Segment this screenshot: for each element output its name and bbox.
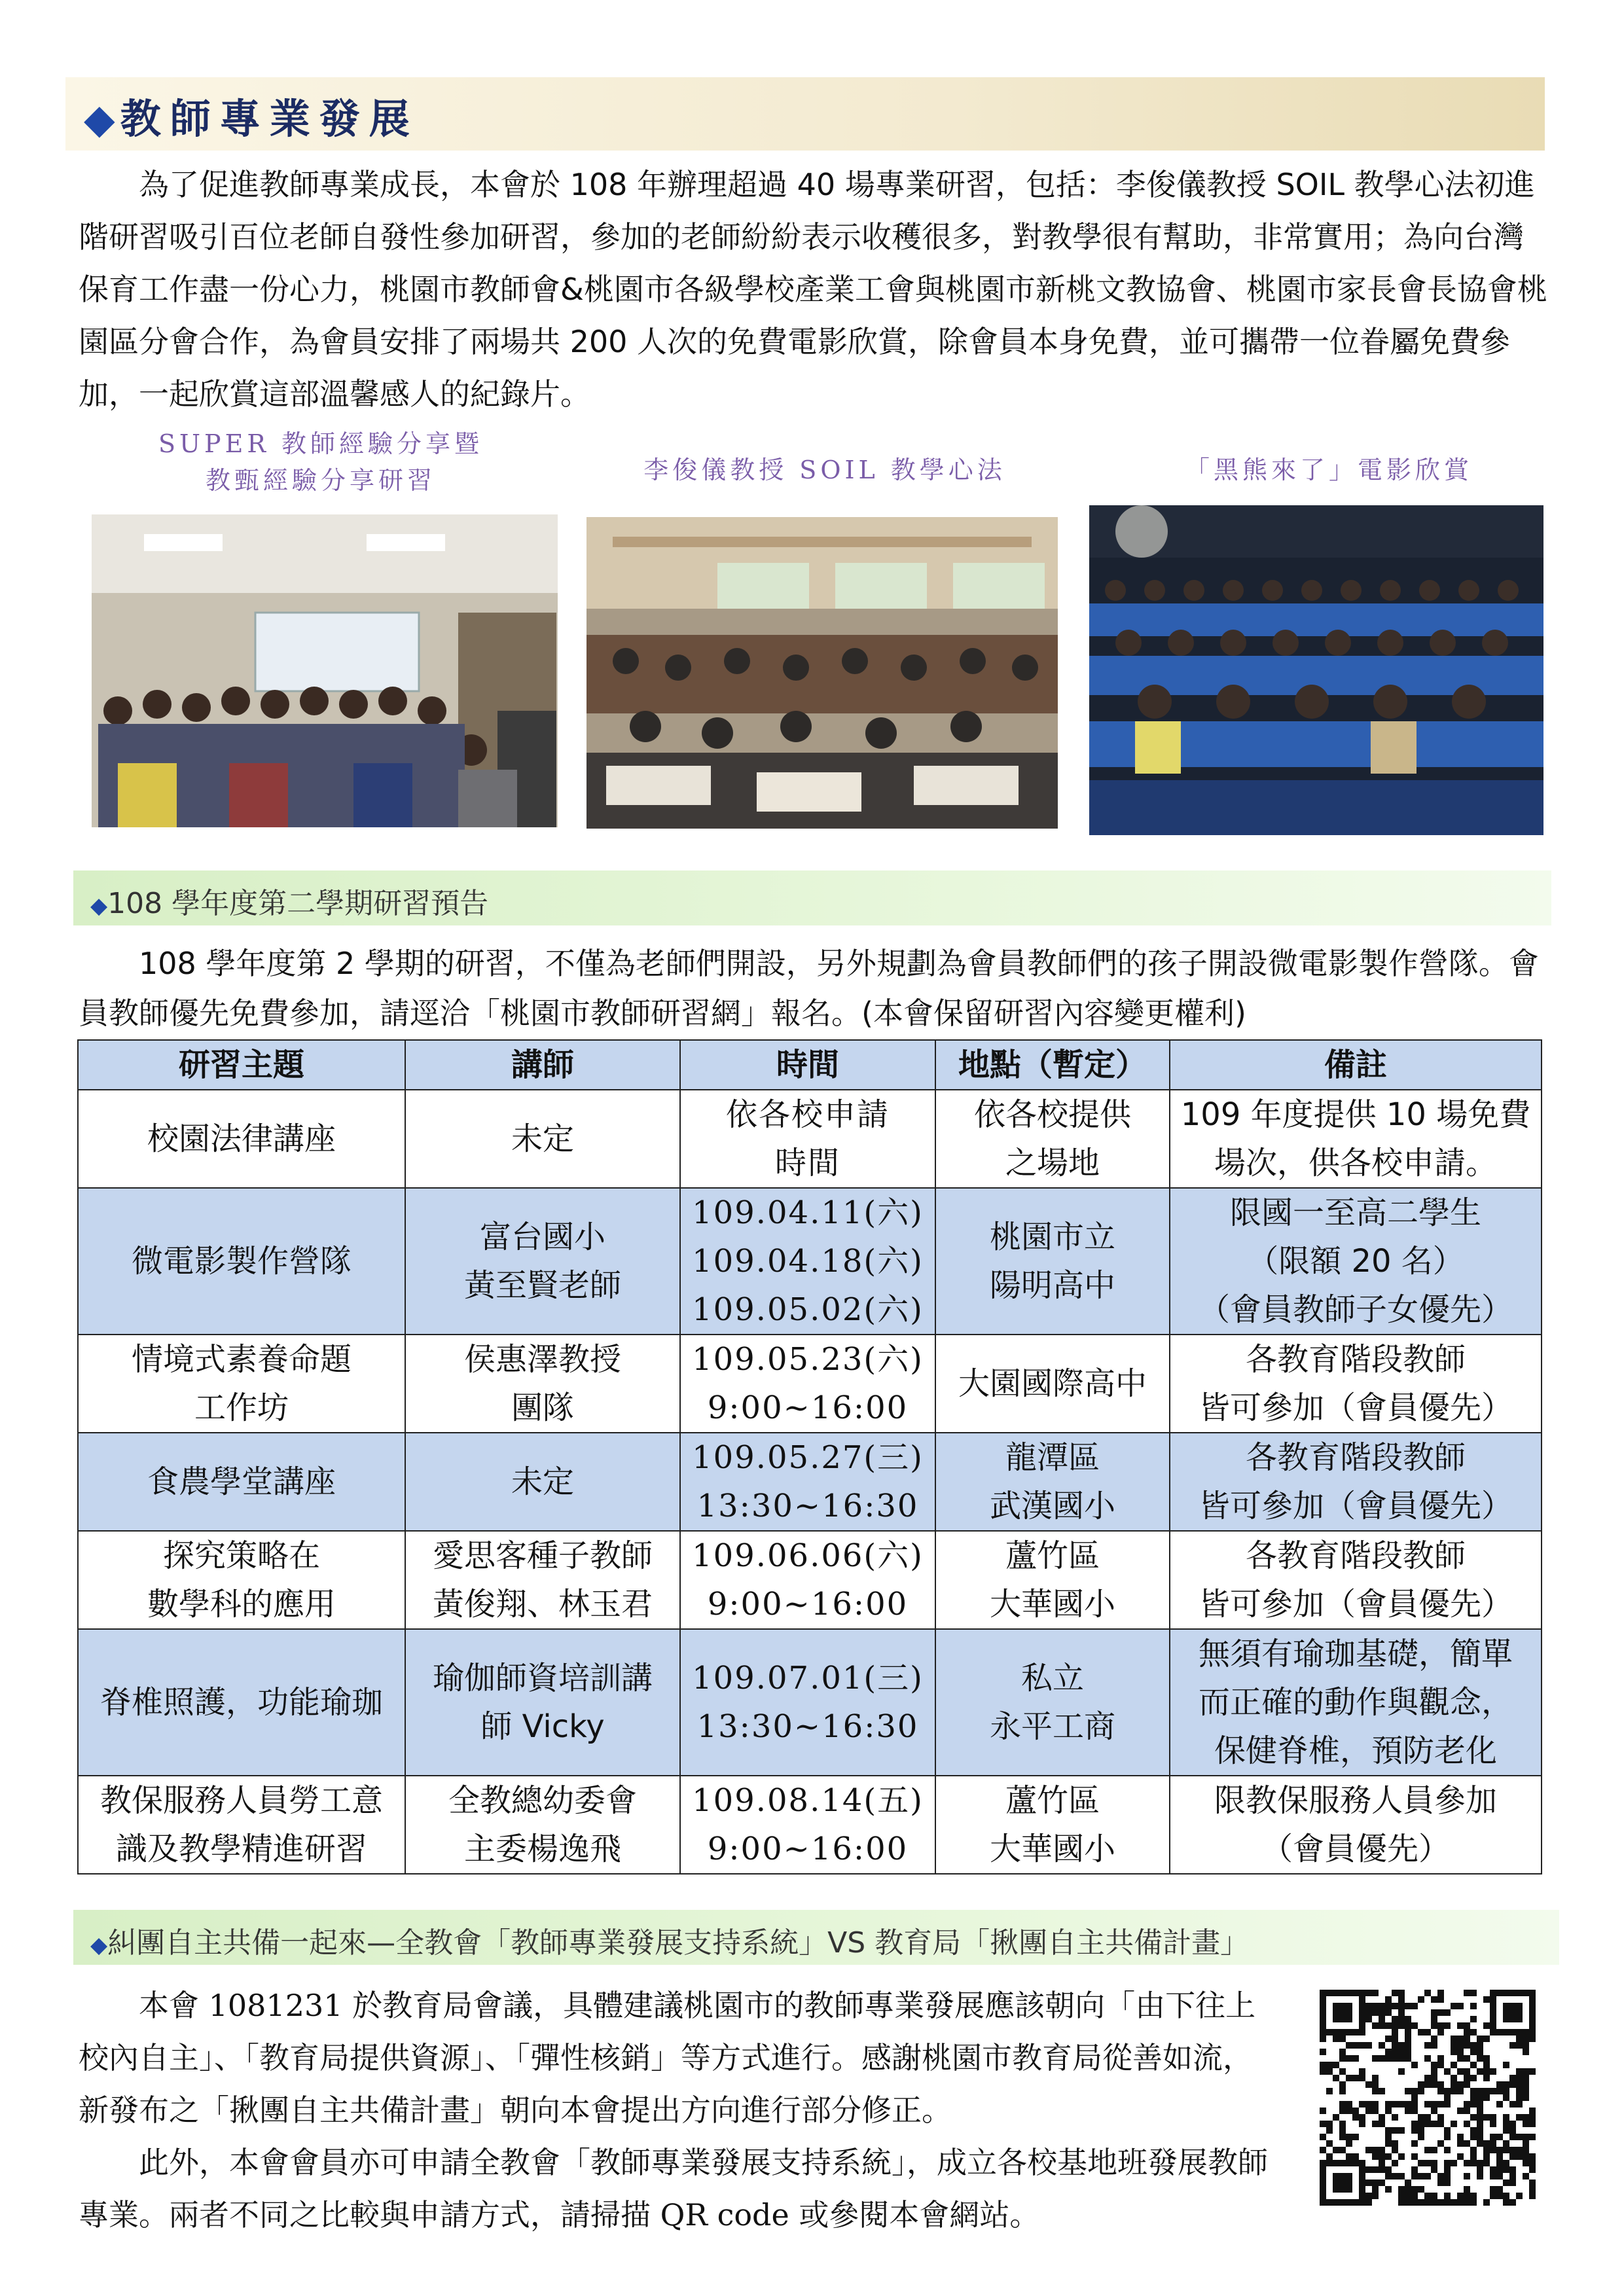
system-header: ◆糾團自主共備一起來—全教會「教師專業發展支持系統」VS 教育局「揪團自主共備計畫」 — [73, 1910, 1559, 1965]
cell-note: 各教育階段教師 皆可參加（會員優先） — [1170, 1531, 1542, 1629]
cell-topic: 探究策略在 數學科的應用 — [78, 1531, 405, 1629]
section-header — [65, 77, 1545, 151]
header-topic: 研習主題 — [78, 1040, 405, 1090]
cell-topic: 教保服務人員勞工意 識及教學精進研習 — [78, 1776, 405, 1874]
cell-time: 109.05.27(三) 13:30~16:30 — [680, 1433, 935, 1531]
cell-time: 109.08.14(五) 9:00~16:00 — [680, 1776, 935, 1874]
table-row — [78, 1433, 1542, 1531]
system-paragraph-1: 本會 1081231 於教育局會議，具體建議桃園市的教師專業發展應該朝向「由下往上校內自主」、「教育局提供資源」、「彈性核銷」等方式進行。感謝桃園市教育局從善如流，新發布之「揪團自主共備計畫」朝向本會提出方向進行部分修正。 — [79, 1988, 1256, 2128]
diamond-icon: ◆ — [90, 893, 108, 919]
diamond-icon: ◆ — [90, 1932, 108, 1958]
header-speaker: 講師 — [405, 1040, 680, 1090]
table-row — [78, 1531, 1542, 1629]
photo-caption-2: 李俊儀教授 SOIL 教學心法 — [643, 456, 1006, 484]
cell-place: 私立 永平工商 — [935, 1629, 1170, 1776]
header-note: 備註 — [1170, 1040, 1542, 1090]
qr-code-icon — [1320, 1990, 1536, 2206]
cell-note: 限教保服務人員參加 （會員優先） — [1170, 1776, 1542, 1874]
workshop-photo — [586, 517, 1058, 829]
group-photo — [92, 514, 558, 827]
cell-topic: 校園法律講座 — [78, 1090, 405, 1188]
cell-place: 依各校提供 之場地 — [935, 1090, 1170, 1188]
photo-caption-3: 「黑熊來了」電影欣賞 — [1184, 456, 1473, 484]
section-title: ◆ 教師專業發展 — [84, 95, 419, 143]
cell-time: 109.07.01(三) 13:30~16:30 — [680, 1629, 935, 1776]
table-row — [78, 1188, 1542, 1335]
cell-place: 蘆竹區 大華國小 — [935, 1531, 1170, 1629]
table-row — [78, 1335, 1542, 1433]
cell-speaker: 愛思客種子教師 黃俊翔、林玉君 — [405, 1531, 680, 1629]
table-row — [78, 1776, 1542, 1874]
cell-note: 無須有瑜珈基礎，簡單 而正確的動作與觀念， 保健脊椎，預防老化 — [1170, 1629, 1542, 1776]
cell-place: 桃園市立 陽明高中 — [935, 1188, 1170, 1335]
header-time: 時間 — [680, 1040, 935, 1090]
cell-place: 蘆竹區 大華國小 — [935, 1776, 1170, 1874]
cinema-photo — [1089, 505, 1543, 835]
cell-place: 大園國際高中 — [935, 1335, 1170, 1433]
schedule-table — [77, 1039, 1542, 1874]
cell-note: 109 年度提供 10 場免費 場次，供各校申請。 — [1170, 1090, 1542, 1188]
cell-speaker: 富台國小 黃至賢老師 — [405, 1188, 680, 1335]
intro-paragraph: 為了促進教師專業成長，本會於 108 年辦理超過 40 場專業研習，包括：李俊儀教授 SOIL 教學心法初進階研習吸引百位老師自發性參加研習，參加的老師紛紛表示收穫很多，對教學很有幫助，非常實用；為向台灣保育工作盡一份心力，桃園市教師會&桃園市各級學校產業工會與桃園市新桃文教協會、桃園市家長會長協會桃園區分會合作，為會員安排了兩場共 200 人次的免費電影欣賞，除會員本身免費，並可攜帶一位眷屬免費參加，一起欣賞這部溫馨感人的紀錄片。 — [79, 167, 1547, 412]
table-row — [78, 1629, 1542, 1776]
cell-time: 依各校申請 時間 — [680, 1090, 935, 1188]
cell-topic: 情境式素養命題 工作坊 — [78, 1335, 405, 1433]
cell-speaker: 瑜伽師資培訓講 師 Vicky — [405, 1629, 680, 1776]
system-paragraph-2: 此外，本會會員亦可申請全教會「教師專業發展支持系統」，成立各校基地班發展教師專業。兩者不同之比較與申請方式，請掃描 QR code 或參閱本會網站。 — [79, 2145, 1268, 2233]
cell-time: 109.06.06(六) 9:00~16:00 — [680, 1531, 935, 1629]
header-place: 地點（暫定） — [935, 1040, 1170, 1090]
cell-place: 龍潭區 武漢國小 — [935, 1433, 1170, 1531]
photo-caption-1: SUPER 教師經驗分享暨 教甄經驗分享研習 — [158, 429, 484, 495]
cell-note: 各教育階段教師 皆可參加（會員優先） — [1170, 1335, 1542, 1433]
cell-topic: 食農學堂講座 — [78, 1433, 405, 1531]
cell-topic: 脊椎照護，功能瑜珈 — [78, 1629, 405, 1776]
cell-speaker: 侯惠澤教授 團隊 — [405, 1335, 680, 1433]
cell-topic: 微電影製作營隊 — [78, 1188, 405, 1335]
preview-header: ◆108 學年度第二學期研習預告 — [73, 870, 1551, 925]
diamond-icon: ◆ — [84, 95, 115, 143]
cell-note: 限國一至高二學生 （限額 20 名） （會員教師子女優先） — [1170, 1188, 1542, 1335]
table-header-row — [78, 1040, 1542, 1090]
qr-code[interactable] — [1320, 1990, 1536, 2206]
cell-speaker: 全教總幼委會 主委楊逸飛 — [405, 1776, 680, 1874]
table-row — [78, 1090, 1542, 1188]
cell-note: 各教育階段教師 皆可參加（會員優先） — [1170, 1433, 1542, 1531]
preview-paragraph: 108 學年度第 2 學期的研習，不僅為老師們開設，另外規劃為會員教師們的孩子開設微電影製作營隊。會員教師優先免費參加，請逕洽「桃園市教師研習網」報名。(本會保留研習內容變更權利) — [79, 946, 1539, 1031]
cell-speaker: 未定 — [405, 1433, 680, 1531]
cell-speaker: 未定 — [405, 1090, 680, 1188]
cell-time: 109.04.11(六) 109.04.18(六) 109.05.02(六) — [680, 1188, 935, 1335]
cell-time: 109.05.23(六) 9:00~16:00 — [680, 1335, 935, 1433]
